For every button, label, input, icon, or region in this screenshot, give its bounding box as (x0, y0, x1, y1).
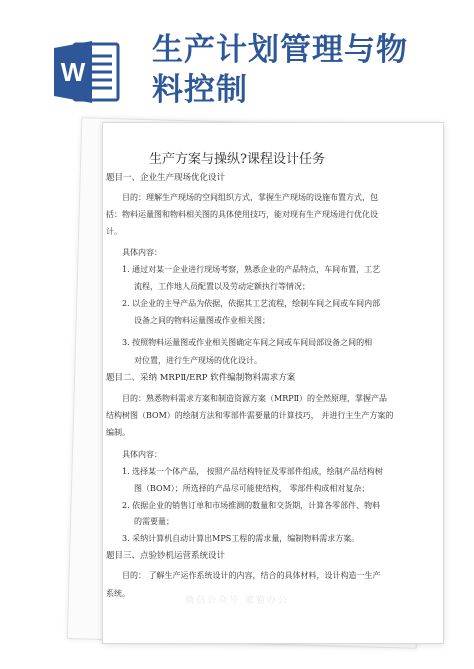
section-1-goal-line-2: 括：物料运量图和物料相关图的具体使用技巧，能对现有生产现场进行优化设 (106, 210, 378, 219)
section-3-title: 题目三、点验钞机运营系统设计 (106, 551, 226, 561)
section-1-item-3-line-1: 3. 按照物料运量图或作业相关图确定车间之间或车间局部设备之间的相 (122, 338, 373, 347)
section-2-item-2-line-2: 的需要量； (134, 517, 174, 526)
section-1-item-2-line-1: 2. 以企业的主导产品为依据，依据其工艺流程，绘制车间之间或车间内部 (122, 299, 381, 308)
section-2-item-1-line-1: 1. 选择某一个体产品， 按照产品结构特征及零部件组成，绘制产品结构树 (122, 467, 383, 476)
section-1-item-1-line-2: 流程，工作地人员配置以及劳动定额执行等情况； (134, 282, 310, 291)
section-1-goal-line-1: 目的：理解生产现场的空间组织方式，掌握生产现场的设施布置方式，包 (122, 193, 378, 202)
watermark: 微信公众号 熊猫办公 (185, 596, 289, 606)
section-2-goal-line-3: 编制。 (106, 428, 130, 437)
section-2-goal-line-1: 目的：熟悉物料需求方案和制造资源方案（MRPⅡ）的全然原理，掌握产品 (122, 394, 388, 403)
section-1-content-label: 具体内容： (122, 248, 162, 257)
svg-text:W: W (60, 57, 86, 87)
section-1-item-1-line-1: 1. 通过对某一企业进行现场考察，熟悉企业的产品特点，车间布置，工艺 (122, 265, 381, 274)
section-1-item-3-line-2: 对位置，进行生产现场的优化设计。 (134, 356, 262, 365)
section-2-item-2-line-1: 2. 依据企业的销售订单和市场推测的数量和交货期，计算各零部件、物料 (122, 501, 381, 510)
section-2-goal-line-2: 结构树图（BOM）的绘制方法和零部件需要量的计算技巧， 并进行主生产方案的 (106, 411, 394, 420)
section-3-goal-line-1: 目的： 了解生产运作系统设计的内容，结合的具体材料，设计构造一生产 (122, 571, 381, 580)
document-heading: 生产方案与操纵?课程设计任务 (149, 152, 325, 167)
section-3-goal-line-2: 系统。 (106, 589, 130, 598)
section-1-goal-line-3: 计。 (106, 227, 122, 236)
section-2-content-label: 具体内容： (122, 450, 162, 459)
section-2-item-1-line-2: 图（BOM）；所选择的产品尽可能使结构， 零部件构成相对复杂； (134, 484, 370, 493)
document-title-line-1: 生产计划管理与物 (152, 32, 408, 68)
section-2-title: 题目二、采纳 MRPⅡ/ERP 软件编制物料需求方案 (106, 373, 296, 383)
document-title-line-2: 料控制 (152, 72, 248, 108)
section-2-item-3-line-1: 3. 采纳计算机自动计算出MPS工程的需求量，编制物料需求方案。 (122, 534, 360, 543)
section-1-title: 题目一、企业生产现场优化设计 (106, 173, 226, 183)
section-1-item-2-line-2: 设备之间的物料运量图或作业相关图； (134, 316, 270, 325)
